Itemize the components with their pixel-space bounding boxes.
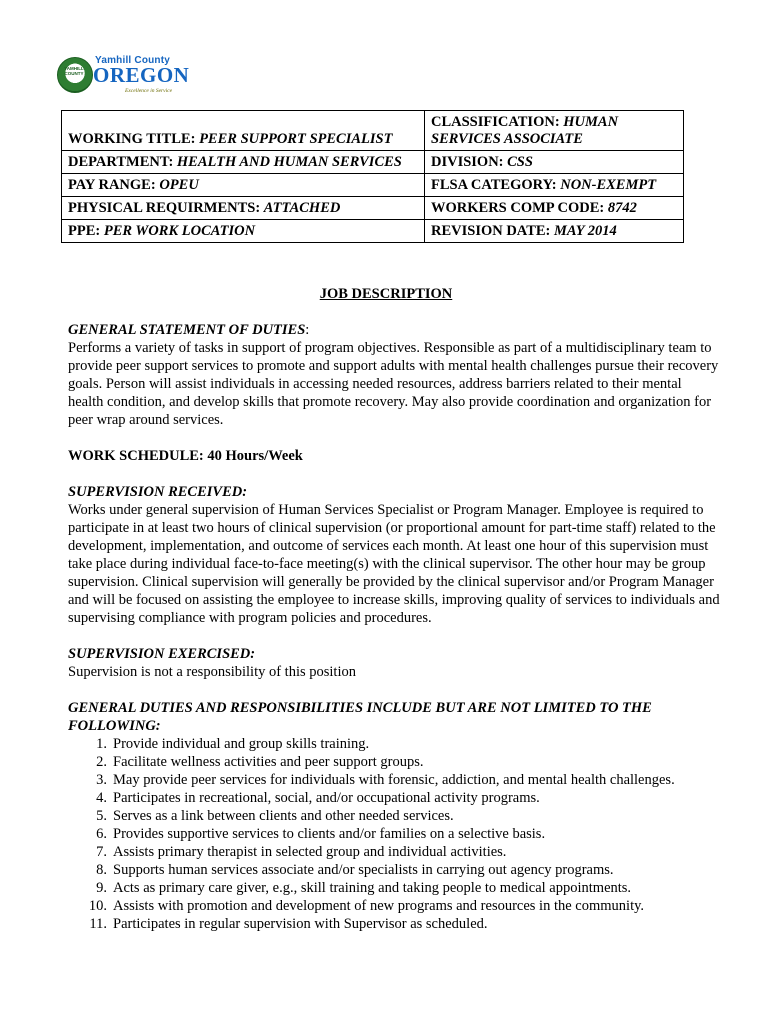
info-row — [62, 174, 684, 197]
cell-value: PER WORK LOCATION — [103, 223, 256, 239]
work-schedule: WORK SCHEDULE: 40 Hours/Week — [68, 448, 303, 464]
cell-value: HUMAN SERVICES ASSOCIATE — [431, 114, 619, 147]
item-number: 11. — [89, 916, 107, 932]
cell-value: PEER SUPPORT SPECIALIST — [199, 131, 393, 147]
logo-state-name: OREGON — [93, 63, 190, 87]
cell-label: FLSA CATEGORY: — [431, 177, 557, 193]
flsa-category-cell — [425, 174, 684, 197]
supervision-received-heading: SUPERVISION RECEIVED: — [68, 484, 248, 500]
job-info-table — [61, 110, 684, 243]
item-number: 5. — [96, 808, 107, 824]
general-statement-text: Performs a variety of tasks in support of program objectives. Responsible as part of a multidisciplinary team to provide peer support services to promote and support adults with mental health challenges pursue their recovery goals. Person will assist individuals in accessing needed resources, address barriers related to their mental health condition, and develop skills that promote recovery. May also provide coordination and organization for peer wrap around services. — [68, 340, 719, 428]
department-cell — [62, 151, 425, 174]
workers-comp-code-cell — [425, 197, 684, 220]
cell-label: REVISION DATE: — [431, 223, 551, 239]
item-number: 3. — [96, 772, 107, 788]
cell-label: PPE: — [68, 223, 101, 239]
cell-label: WORKERS COMP CODE: — [431, 200, 605, 216]
list-item — [68, 843, 720, 861]
item-text: May provide peer services for individuals with forensic, addiction, and mental health challenges. — [113, 772, 675, 788]
pay-range-cell — [62, 174, 425, 197]
item-text: Supports human services associate and/or specialists in carrying out agency programs. — [113, 862, 614, 878]
logo-tagline: Excellence in Service — [125, 88, 173, 94]
item-text: Serves as a link between clients and other needed services. — [113, 808, 454, 824]
info-row — [62, 151, 684, 174]
list-item — [68, 825, 720, 843]
cell-value: CSS — [507, 154, 533, 170]
item-text: Participates in regular supervision with Supervisor as scheduled. — [113, 916, 488, 932]
item-number: 9. — [96, 880, 107, 896]
item-number: 6. — [96, 826, 107, 842]
section-heading: GENERAL STATEMENT OF DUTIES — [68, 322, 306, 338]
cell-label: DEPARTMENT: — [68, 154, 174, 170]
item-text: Acts as primary care giver, e.g., skill training and taking people to medical appointments. — [113, 880, 632, 896]
supervision-received-text: Works under general supervision of Human Services Specialist or Program Manager. Employee is required to participate in at least two hours of clinical supervision (or proportional amount for part-time staff) related to the development, implementation, and outcome of services each month. At least one hour of this supervision must take place during individual face-to-face meeting(s) with the clinical supervisor. The other hour may be group supervision. Clinical supervision will generally be provided by the clinical supervisor and/or Program Manager and will be focused on assisting the employee to increase skills, improving quality of services to individuals and supervising compliance with program policies and procedures. — [68, 502, 720, 626]
item-number: 8. — [96, 862, 107, 878]
job-description-heading: JOB DESCRIPTION — [319, 286, 453, 302]
list-item — [68, 915, 720, 933]
general-statement-heading — [68, 321, 720, 339]
item-text: Provides supportive services to clients and/or families on a selective basis. — [113, 826, 546, 842]
list-item — [68, 897, 720, 915]
list-item — [68, 861, 720, 879]
list-item — [68, 735, 720, 753]
cell-value: ATTACHED — [263, 200, 341, 216]
cell-value: 8742 — [607, 200, 637, 216]
cell-value: NON-EXEMPT — [560, 177, 657, 193]
list-item — [68, 789, 720, 807]
item-number: 7. — [96, 844, 107, 860]
cell-label: PAY RANGE: — [68, 177, 156, 193]
cell-value: OPEU — [159, 177, 199, 193]
list-item — [68, 753, 720, 771]
item-text: Assists with promotion and development of new programs and resources in the community. — [113, 898, 645, 914]
cell-value: HEALTH AND HUMAN SERVICES — [176, 154, 402, 170]
cell-label: DIVISION: — [431, 154, 504, 170]
working-title-cell — [62, 111, 425, 151]
list-item — [68, 807, 720, 825]
physical-requirements-cell — [62, 197, 425, 220]
logo-seal-text: YAMHILL COUNTY — [64, 66, 84, 76]
classification-cell — [425, 111, 684, 151]
list-item — [68, 879, 720, 897]
county-logo — [57, 55, 190, 97]
item-text: Provide individual and group skills training. — [113, 736, 370, 752]
supervision-exercised-heading: SUPERVISION EXERCISED: — [68, 646, 256, 662]
item-number: 4. — [96, 790, 107, 806]
item-text: Participates in recreational, social, and/or occupational activity programs. — [113, 790, 540, 806]
info-row — [62, 220, 684, 243]
cell-value: MAY 2014 — [554, 223, 617, 239]
item-number: 10. — [88, 898, 107, 914]
info-row — [62, 111, 684, 151]
division-cell — [425, 151, 684, 174]
item-text: Assists primary therapist in selected group and individual activities. — [113, 844, 507, 860]
duties-heading: GENERAL DUTIES AND RESPONSIBILITIES INCLUDE BUT ARE NOT LIMITED TO THE FOLLOWING: — [68, 700, 652, 734]
item-text: Facilitate wellness activities and peer support groups. — [113, 754, 424, 770]
list-item — [68, 771, 720, 789]
duties-list — [68, 735, 720, 933]
heading-colon: : — [305, 322, 310, 338]
cell-label: PHYSICAL REQUIRMENTS: — [68, 200, 261, 216]
item-number: 2. — [96, 754, 107, 770]
logo-county-name: Yamhill County — [95, 55, 171, 66]
supervision-exercised-text: Supervision is not a responsibility of this position — [68, 664, 356, 680]
ppe-cell — [62, 220, 425, 243]
item-number: 1. — [96, 736, 107, 752]
revision-date-cell — [425, 220, 684, 243]
cell-label: CLASSIFICATION: — [431, 114, 560, 130]
info-row — [62, 197, 684, 220]
cell-label: WORKING TITLE: — [68, 131, 196, 147]
document-body — [68, 285, 720, 933]
